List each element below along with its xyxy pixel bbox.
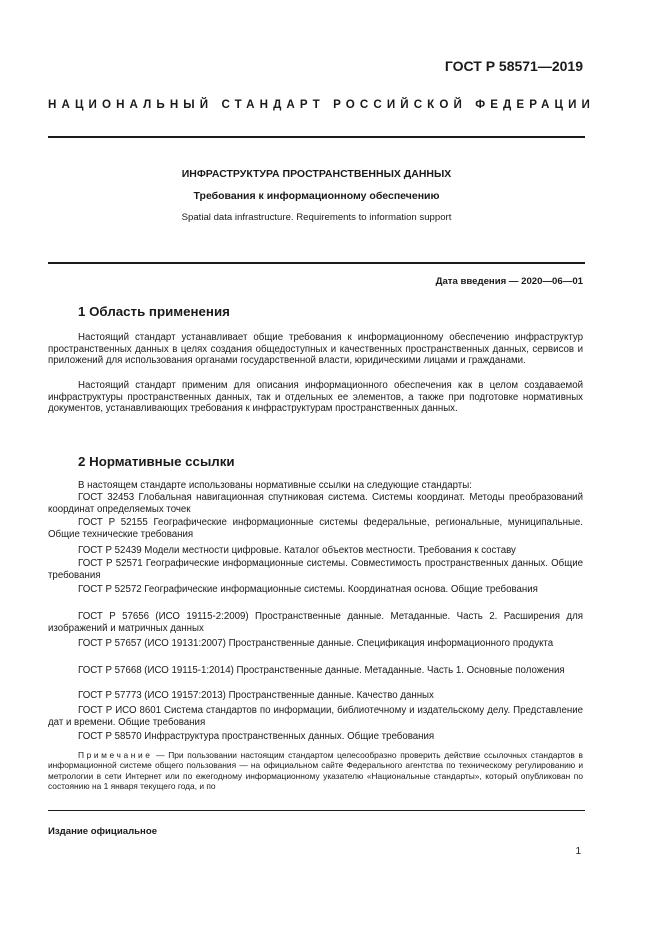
reference-item — [48, 545, 583, 557]
reference-text: ГОСТ Р 58570 Инфраструктура пространственных данных. Общие требования — [78, 731, 435, 742]
reference-text: ГОСТ Р 52572 Географические информационные системы. Координатная основа. Общие требования — [78, 584, 538, 595]
national-standard-banner: НАЦИОНАЛЬНЫЙ СТАНДАРТ РОССИЙСКОЙ ФЕДЕРАЦИИ — [48, 98, 595, 111]
page-number: 1 — [575, 846, 581, 857]
reference-item — [48, 558, 583, 581]
reference-text: ГОСТ Р 57773 (ИСО 19157:2013) Пространственные данные. Качество данных — [78, 690, 434, 701]
reference-text: ГОСТ Р 52571 Географические информационные системы. Совместимость пространственных данных. Общие требования — [48, 558, 583, 581]
reference-item — [48, 731, 583, 743]
reference-item — [48, 584, 583, 596]
paragraph — [48, 380, 583, 415]
document-title-english: Spatial data infrastructure. Requirements to information support — [181, 212, 452, 223]
document-number: ГОСТ Р 58571—2019 — [444, 58, 583, 74]
top-divider — [48, 136, 585, 138]
paragraph — [48, 332, 583, 367]
reference-text: ГОСТ Р 57657 (ИСО 19131:2007) Пространственные данные. Спецификация информационного продукта — [78, 638, 554, 649]
reference-text: ГОСТ Р 52439 Модели местности цифровые. Каталог объектов местности. Требования к составу — [78, 545, 516, 556]
section-heading: 1 Область применения — [78, 304, 230, 319]
footer-divider — [48, 810, 585, 811]
note — [48, 750, 583, 792]
reference-item — [48, 705, 583, 728]
note-text: — При пользовании настоящим стандартом целесообразно проверить действие ссылочных стандартов в информационной системе общего пользования — на официальном сайте Федерального агентства по техническому регулированию и метрологии в сети Интернет или по ежегодному информационному указателю «Национальные стандарты», который опубликован по состоянию на 1 января текущего года, и по — [48, 750, 583, 792]
document-title: ИНФРАСТРУКТУРА ПРОСТРАНСТВЕННЫХ ДАННЫХ — [181, 168, 452, 180]
reference-text: ГОСТ Р ИСО 8601 Система стандартов по информации, библиотечному и издательскому делу. Представление дат и времени. Общие требования — [48, 705, 583, 728]
paragraph-text: Настоящий стандарт устанавливает общие требования к информационному обеспечению инфраструктур пространственных данных в целях создания общедоступных и качественных пространственных данных, сервисов и приложений для использования органами государственной власти, юридическими лицами и гражданами. — [48, 332, 583, 367]
reference-item — [48, 517, 583, 540]
title-divider — [48, 262, 585, 264]
official-edition-label: Издание официальное — [48, 826, 158, 837]
reference-item — [48, 690, 583, 702]
introduction-date: Дата введения — 2020—06—01 — [435, 276, 583, 287]
document-subtitle: Требования к информационному обеспечению — [193, 190, 440, 202]
section-heading: 2 Нормативные ссылки — [78, 454, 235, 469]
reference-text: ГОСТ Р 52155 Географические информационные системы федеральные, региональные, муниципальные. Общие технические требования — [48, 517, 583, 540]
reference-text: ГОСТ Р 57656 (ИСО 19115-2:2009) Пространственные данные. Метаданные. Часть 2. Расширения для изображений и матричных данных — [48, 611, 583, 634]
paragraph-text: В настоящем стандарте использованы нормативные ссылки на следующие стандарты: — [78, 480, 472, 491]
paragraph — [48, 480, 583, 492]
paragraph-text: Настоящий стандарт применим для описания информационного обеспечения как в целом создаваемой инфраструктуры пространственных данных, так и отдельных ее элементов, а также при подготовке нормативных документов, устанавливающих требования к инфраструктурам пространственных данных. — [48, 380, 583, 415]
note-label: Примечание — [78, 750, 153, 760]
reference-text: ГОСТ Р 57668 (ИСО 19115-1:2014) Пространственные данные. Метаданные. Часть 1. Основные положения — [78, 665, 565, 676]
reference-item — [48, 492, 583, 515]
reference-item — [48, 665, 583, 677]
reference-text: ГОСТ 32453 Глобальная навигационная спутниковая система. Системы координат. Методы преобразований координат определяемых точек — [48, 492, 583, 515]
reference-item — [48, 638, 583, 650]
reference-item — [48, 611, 583, 634]
